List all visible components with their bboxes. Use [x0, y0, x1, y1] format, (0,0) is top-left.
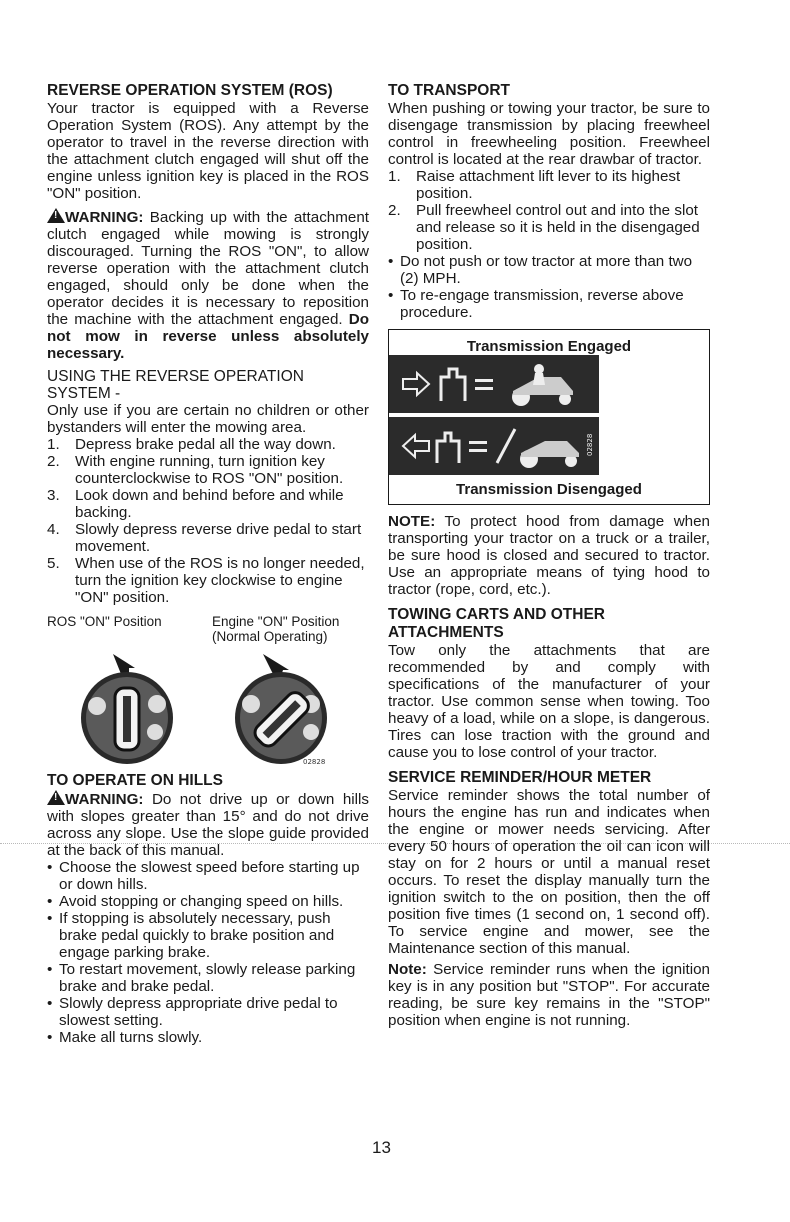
- transport-steps: [388, 168, 710, 253]
- ros-warning: [47, 208, 369, 362]
- hills-warning: !WARNING: Do not drive up or down hills with slopes greater than 15° and do not drive across any slope. Use the slope guide provided at the back of this manual.: [47, 790, 369, 859]
- towing-heading: TOWING CARTS AND OTHER ATTACHMENTS: [388, 606, 605, 641]
- list-item: 3. Look down and behind before and while backing.: [47, 487, 344, 521]
- hills-bullets: [47, 859, 369, 1046]
- using-ros-body: Only use if you are certain no children or other bystanders will enter the mowing area.: [47, 402, 369, 436]
- service-body: Service reminder shows the total number of hours the engine has run and indicates when the engine or mower needs servicing. After every 50 hours of operation the oil can icon will stay on for 2 hours or until a manual reset occurs. To reset the display manually turn the ignition switch to the on position, then the off position five times (1 second on, 1 second off). To service engine and mower, see the Maintenance section of this manual.: [388, 787, 710, 957]
- warning-icon: [47, 208, 65, 223]
- warning-label: WARNING:: [65, 209, 144, 226]
- transport-body: When pushing or towing your tractor, be sure to disengage transmission by placing freewheel control in freewheeling position. Freewheel control is located at the rear drawbar of tractor.: [388, 100, 710, 168]
- list-item: 1. Raise attachment lift lever to its highest position.: [388, 168, 681, 202]
- transport-heading: TO TRANSPORT: [388, 82, 510, 99]
- list-item: 2. With engine running, turn ignition key counterclockwise to ROS "ON" position.: [47, 453, 344, 487]
- list-item: • To restart movement, slowly release parking brake and brake pedal.: [47, 961, 356, 995]
- list-item: • Avoid stopping or changing speed on hills.: [47, 893, 344, 910]
- ignition-captions: [47, 614, 369, 644]
- ignition-switch-ros-icon: [65, 648, 187, 766]
- caption-engine-on: Engine "ON" Position (Normal Operating): [212, 614, 340, 644]
- transmission-figure-box: [388, 329, 710, 505]
- ros-heading: REVERSE OPERATION SYSTEM (ROS): [47, 82, 333, 99]
- right-column: [388, 82, 710, 1029]
- using-ros-heading: USING THE REVERSE OPERATION SYSTEM -: [47, 368, 304, 402]
- note-label: NOTE:: [388, 513, 436, 530]
- list-item: • Do not push or tow tractor at more than two (2) MPH.: [388, 253, 693, 287]
- list-item: • Make all turns slowly.: [47, 1029, 203, 1046]
- towing-body: Tow only the attachments that are recommended by and comply with specifications of the manufacturer of your tractor. Use common sense when towing. Too heavy of a load, while on a slope, is dangerous. Tires can lose traction with the ground and cause you to lose control of your tractor.: [388, 642, 710, 761]
- ros-body: Your tractor is equipped with a Reverse Operation System (ROS). Any attempt by the operator to travel in the reverse direction with the attachment clutch engaged will shut off the engine unless ignition key is placed in the ROS "ON" position.: [47, 100, 369, 202]
- figure-code: 02828: [303, 758, 326, 766]
- list-item: • Slowly depress appropriate drive pedal to slowest setting.: [47, 995, 338, 1029]
- warning-body: Backing up with the attachment clutch engaged while mowing is strongly discouraged. Turning the ROS "ON", to allow reverse operation with the attachment clutch engaged, should only be done when the operator decides it is necessary to reposition the machine with the attachment engaged.: [47, 209, 369, 328]
- transmission-engaged-icon: [389, 355, 599, 413]
- warning-icon: [47, 790, 65, 805]
- list-item: 2. Pull freewheel control out and into the slot and release so it is held in the disengaged position.: [388, 202, 700, 253]
- note-body: To protect hood from damage when transporting your tractor on a truck or a trailer, be sure hood is closed and secured to tractor. Use an appropriate means of tying hood to tractor (rope, cord, etc.).: [388, 513, 710, 598]
- list-item: • To re-engage transmission, reverse above procedure.: [388, 287, 684, 321]
- list-item: 1. Depress brake pedal all the way down.: [47, 436, 336, 453]
- transport-bullets: [388, 253, 710, 321]
- caption-ros-on: ROS "ON" Position: [47, 614, 162, 629]
- service-note-body: Service reminder runs when the ignition key is in any position but "STOP". For accurate reading, be sure key remains in the "STOP" position when engine is not running.: [388, 961, 710, 1029]
- caption-transmission-engaged: Transmission Engaged: [466, 338, 632, 355]
- service-heading: SERVICE REMINDER/HOUR METER: [388, 769, 652, 786]
- ros-steps: [47, 436, 369, 606]
- list-item: • Choose the slowest speed before starting up or down hills.: [47, 859, 360, 893]
- note: [388, 513, 710, 598]
- transmission-disengaged-icon: [389, 417, 599, 475]
- list-item: 5. When use of the ROS is no longer needed, turn the ignition key clockwise to engine "ON" position.: [47, 555, 365, 606]
- page-number: 13: [372, 1138, 391, 1157]
- warning-bold: Do not mow in reverse unless absolutely necessary.: [47, 311, 369, 362]
- service-note: [388, 961, 710, 1029]
- figure-code: 02828: [586, 433, 594, 456]
- left-column: [47, 82, 369, 1046]
- caption-transmission-disengaged: Transmission Disengaged: [456, 481, 642, 498]
- service-note-label: Note:: [388, 961, 427, 978]
- ignition-switch-engine-icon: [219, 648, 341, 766]
- hills-heading: TO OPERATE ON HILLS: [47, 772, 223, 789]
- list-item: • If stopping is absolutely necessary, push brake pedal quickly to brake position and engage parking brake.: [47, 910, 335, 961]
- list-item: 4. Slowly depress reverse drive pedal to start movement.: [47, 521, 362, 555]
- ignition-figures: [47, 648, 369, 766]
